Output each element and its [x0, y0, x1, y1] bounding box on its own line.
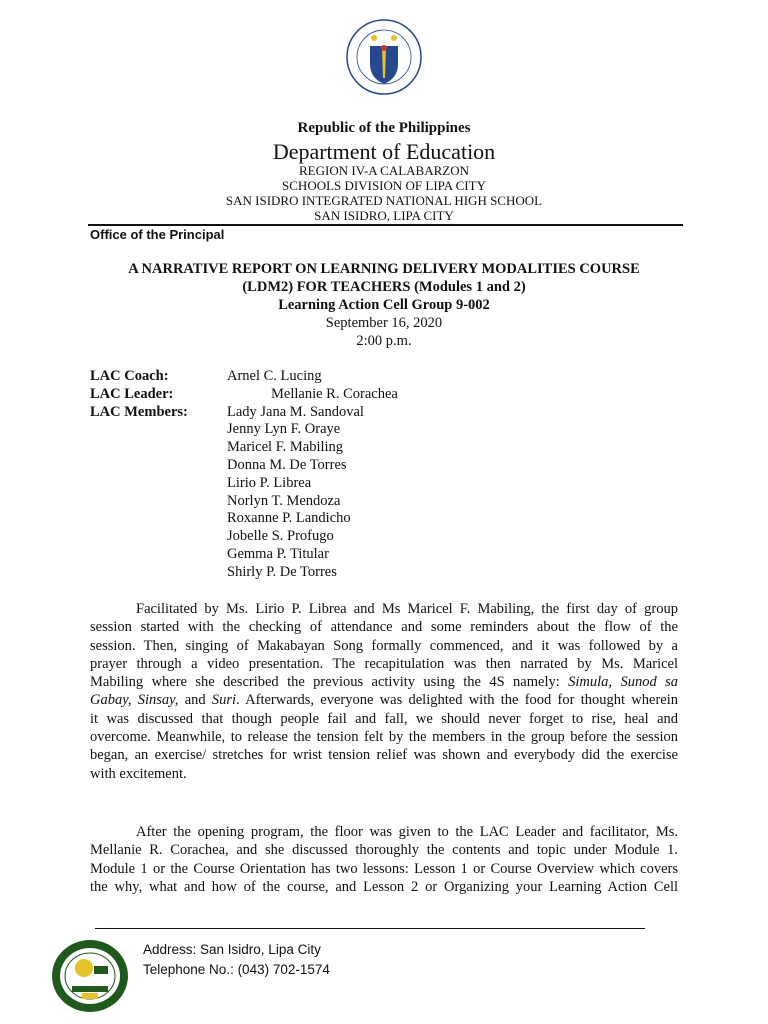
lac-member-name: Jobelle S. Profugo: [227, 528, 334, 545]
report-time: 2:00 p.m.: [356, 333, 412, 349]
text-segment: overcome. Meanwhile, to release the tension felt by the members in the group before the session: [90, 729, 678, 746]
lac-member-row: [90, 475, 590, 493]
text-segment: . Afterwards, everyone was delighted with the food for thought wherein: [236, 692, 678, 709]
lac-member-row: [90, 528, 590, 546]
text-segment: Mabiling where she described the previous activity using the 4S namely:: [90, 674, 569, 691]
lac-member-name: Gemma P. Titular: [227, 545, 329, 562]
paragraph-line: [90, 878, 678, 896]
paragraph-line: [90, 691, 678, 709]
lac-member-row: [90, 493, 590, 511]
paragraph-line: [90, 841, 678, 859]
paragraph-line: [90, 746, 678, 764]
lac-leader-label: LAC Leader:: [90, 385, 174, 402]
lac-member-row: [90, 404, 590, 422]
text-segment: session. Then, singing of Makabayan Song formally commenced, and it was followed by a: [90, 637, 678, 654]
lac-member-name: Shirly P. De Torres: [227, 563, 337, 580]
lac-member-name: Lady Jana M. Sandoval: [227, 403, 364, 420]
text-segment: prayer through a video presentation. The recapitulation was then narrated by Ms. Maricel: [90, 655, 678, 672]
lac-member-row: [90, 510, 590, 528]
division-line: SCHOOLS DIVISION OF LIPA CITY: [282, 178, 486, 193]
text-segment: it was discussed that though people fail and fall, we should never forget to rise, heal and: [90, 710, 678, 727]
paragraph-line: [90, 600, 678, 618]
lac-member-row: [90, 564, 590, 582]
lac-members: [90, 404, 590, 582]
italic-text: Suri: [211, 692, 237, 709]
location-line: SAN ISIDRO, LIPA CITY: [314, 208, 454, 223]
lac-member-row: [90, 457, 590, 475]
department-heading: Department of Education: [272, 139, 496, 164]
lac-member-name: Roxanne P. Landicho: [227, 510, 351, 527]
lac-leader-row: [90, 386, 590, 404]
text-segment: Facilitated by Ms. Lirio P. Librea and Ms Maricel F. Mabiling, the first day of group: [136, 601, 678, 617]
region-line: REGION IV-A CALABARZON: [299, 163, 469, 178]
lac-member-name: Jenny Lyn F. Oraye: [227, 421, 341, 438]
paragraph-line: [90, 860, 678, 878]
paragraph-line: [90, 823, 678, 841]
paragraph-line: [90, 618, 678, 636]
republic-heading: Republic of the Philippines: [297, 120, 471, 136]
lac-members-label: LAC Members:: [90, 403, 188, 420]
text-segment: session started with the checking of attendance and some reminders about the flow of the: [90, 619, 678, 636]
paragraph-line: [90, 637, 678, 655]
text-segment: began, an exercise/ stretches for wrist tension relief was shown and everybody did the exercise: [90, 747, 678, 764]
school-line: SAN ISIDRO INTEGRATED NATIONAL HIGH SCHOOL: [225, 193, 543, 208]
paragraph-line: [90, 710, 678, 728]
text-segment: Module 1 or the Course Orientation has two lessons: Lesson 1 or Course Overview which covers: [90, 860, 678, 877]
lac-coach-name: Arnel C. Lucing: [227, 368, 322, 384]
text-segment: with excitement.: [90, 765, 187, 782]
italic-text: Gabay, Sinsay,: [90, 692, 179, 709]
footer-telephone: Telephone No.: (043) 702-1574: [143, 962, 330, 977]
lac-member-name: Maricel F. Mabiling: [227, 439, 344, 456]
office-label: Office of the Principal: [90, 227, 225, 242]
header-divider: [88, 224, 683, 226]
footer-address: Address: San Isidro, Lipa City: [143, 942, 321, 957]
lac-leader-name: Mellanie R. Corachea: [271, 385, 398, 402]
report-title-line2: (LDM2) FOR TEACHERS (Modules 1 and 2): [242, 279, 526, 295]
report-title-line1: A NARRATIVE REPORT ON LEARNING DELIVERY MODALITIES COURSE: [128, 261, 640, 277]
lac-coach-label: LAC Coach:: [90, 368, 169, 384]
text-segment: the why, what and how of the course, and Lesson 2 or Organizing your Learning Action Cell: [90, 878, 678, 895]
text-segment: Mellanie R. Corachea, and she discussed thoroughly the contents and topic under Module 1.: [90, 842, 678, 859]
lac-member-row: [90, 421, 590, 439]
lac-member-row: [90, 546, 590, 564]
paragraph-line: [90, 655, 678, 673]
report-title-line3: Learning Action Cell Group 9-002: [278, 297, 490, 313]
text-segment: After the opening program, the floor was given to the LAC Leader and facilitator, Ms.: [136, 824, 678, 840]
paragraph-line: [90, 728, 678, 746]
school-seal-logo: [50, 938, 130, 1014]
deped-seal-logo: [345, 18, 423, 96]
report-date: September 16, 2020: [325, 315, 443, 331]
lac-member-name: Lirio P. Librea: [227, 474, 312, 491]
italic-text: Simula, Sunod sa: [568, 674, 679, 691]
footer-divider: [95, 928, 645, 929]
paragraph-2: [90, 823, 678, 896]
paragraph-1: [90, 600, 678, 783]
text-segment: and: [178, 692, 212, 709]
paragraph-line: [90, 765, 678, 783]
lac-roster: [90, 368, 590, 582]
lac-member-name: Norlyn T. Mendoza: [227, 492, 341, 509]
lac-member-name: Donna M. De Torres: [227, 456, 347, 473]
lac-member-row: [90, 439, 590, 457]
paragraph-line: [90, 673, 678, 691]
lac-coach-row: [90, 368, 590, 386]
